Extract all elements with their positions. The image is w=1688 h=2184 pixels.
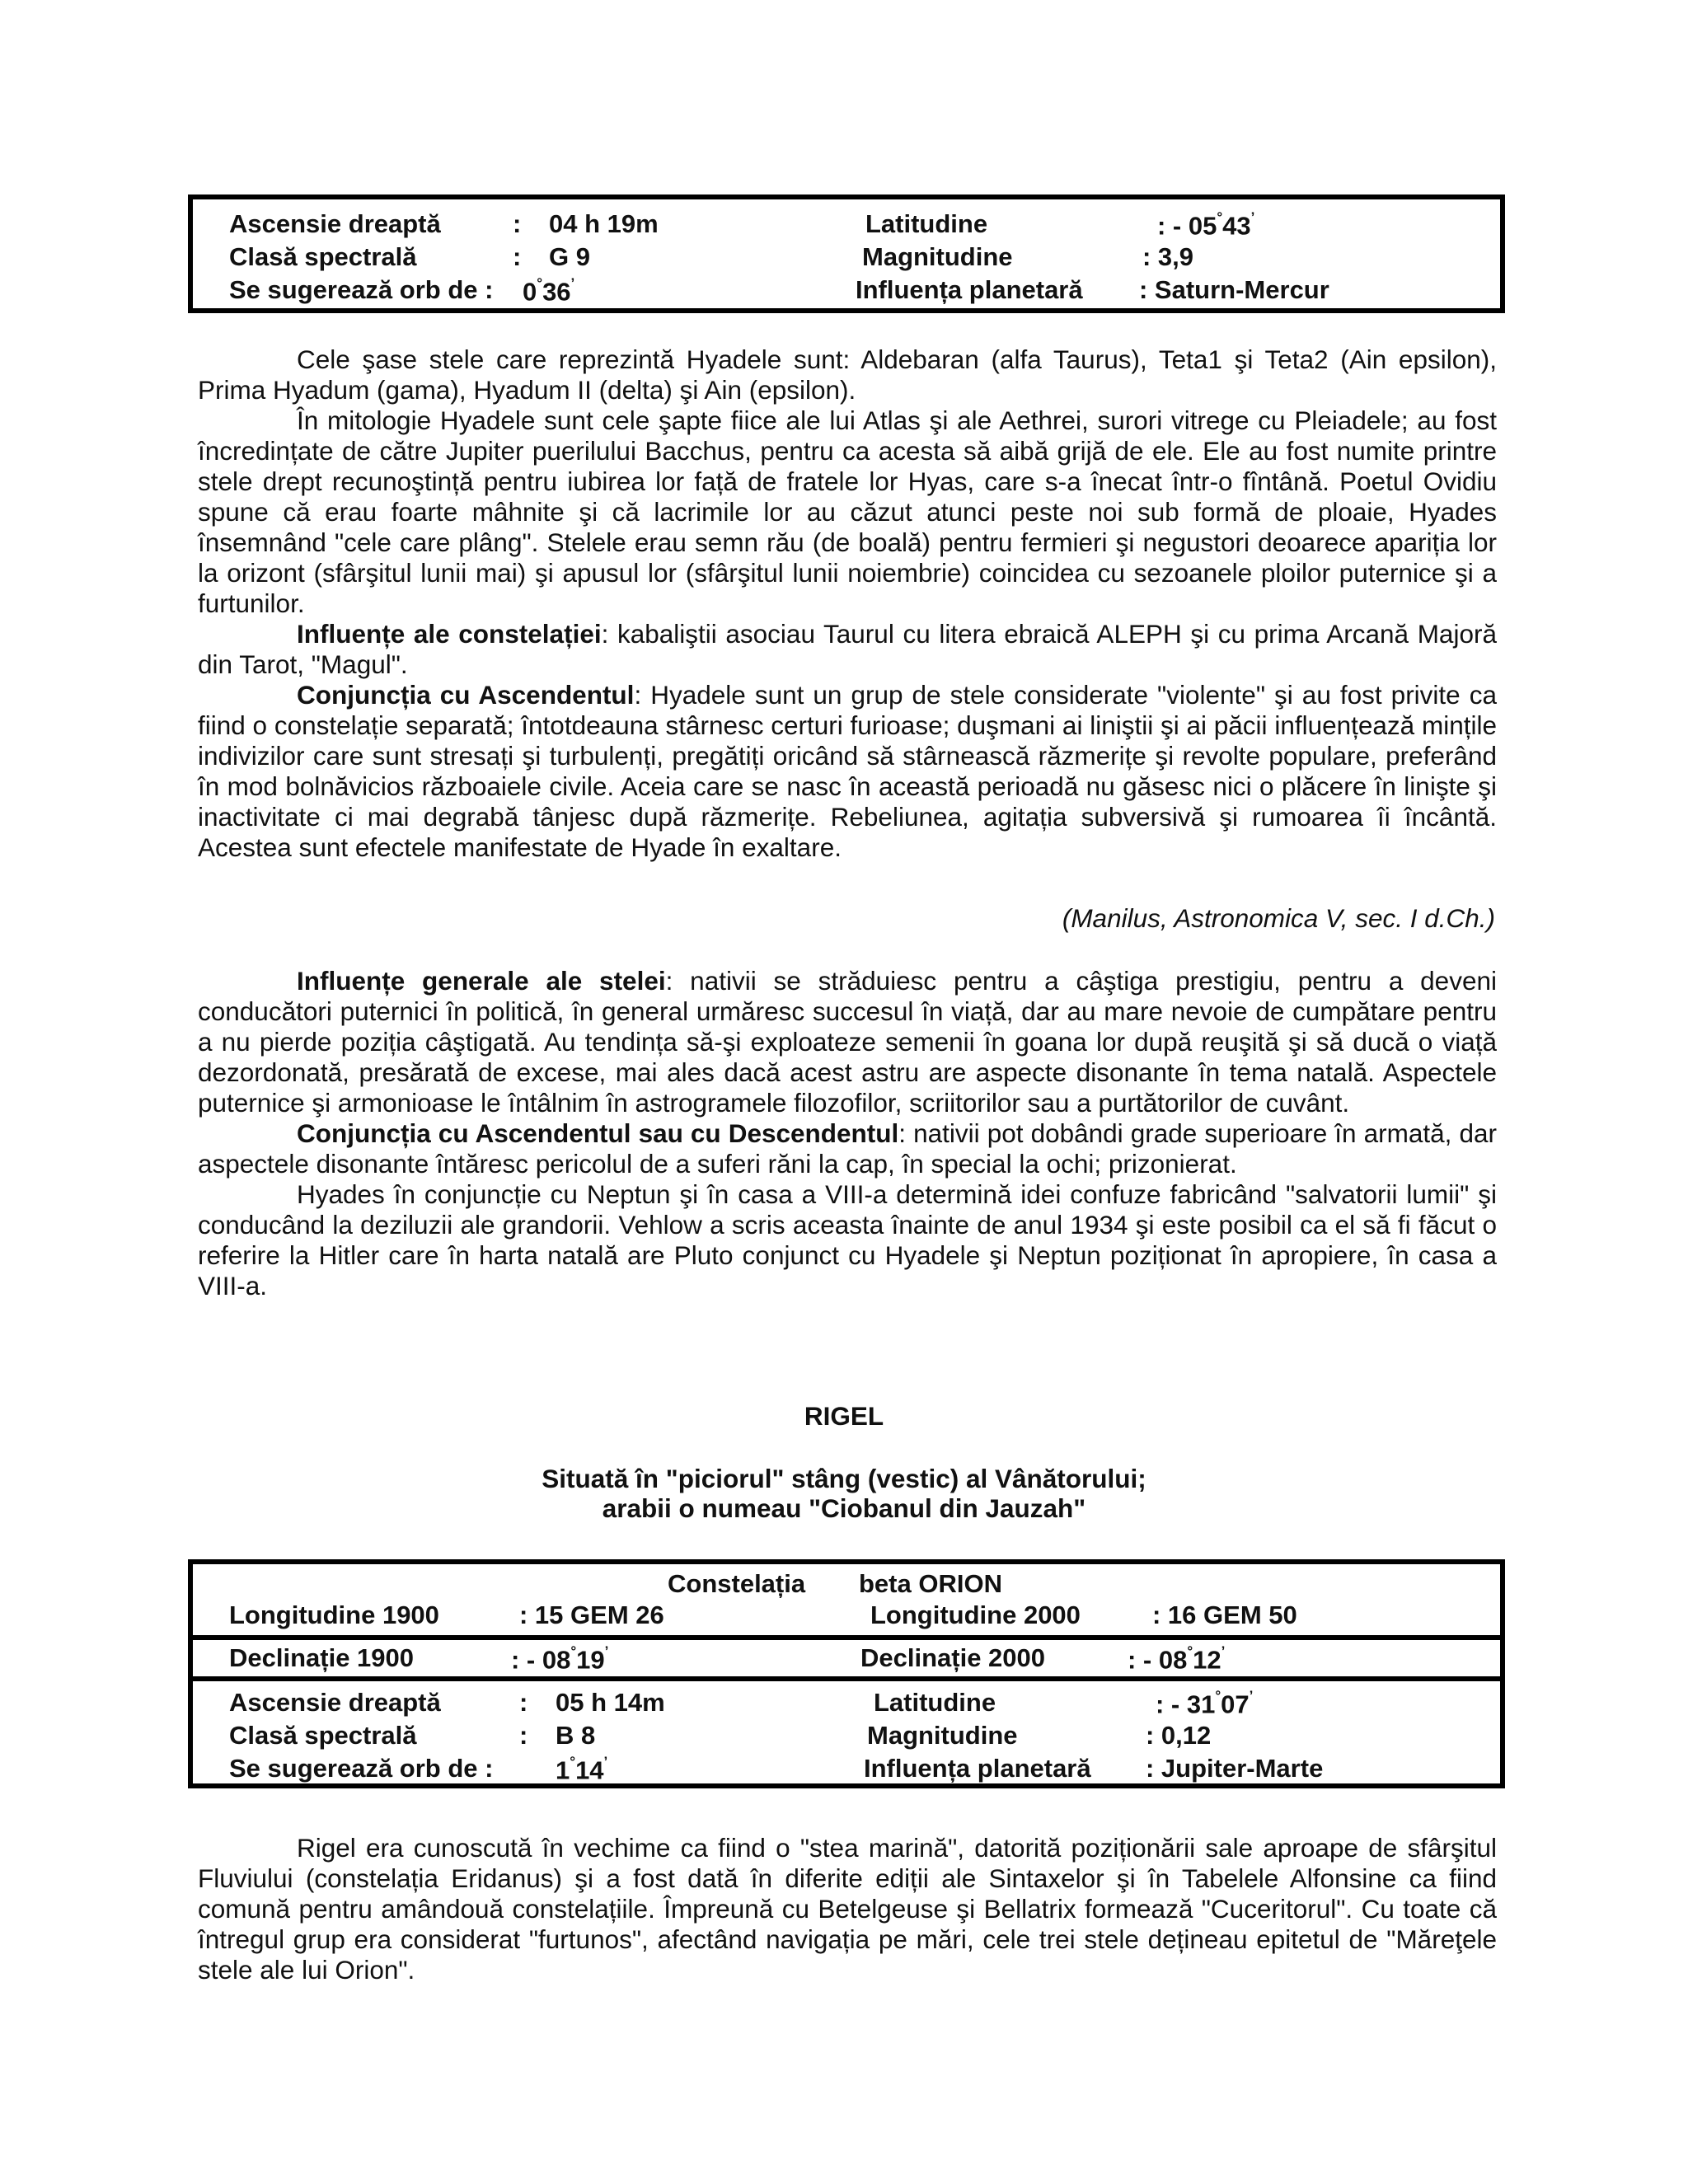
rigel-row-1 bbox=[193, 1685, 1500, 1718]
infl-label: Influența planetară bbox=[864, 1754, 1091, 1783]
paragraph-heading: Influențe ale constelației bbox=[297, 619, 602, 649]
hyades-row-2 bbox=[193, 239, 1500, 272]
rigel-row-3 bbox=[193, 1750, 1500, 1783]
mag-label: Magnitudine bbox=[862, 242, 1013, 271]
degree-sign: ° bbox=[1217, 209, 1223, 225]
spec-colon: : bbox=[513, 242, 522, 271]
declination-2000-deg: : - 08 bbox=[1128, 1645, 1188, 1675]
lat-value-min: 43 bbox=[1222, 211, 1251, 241]
paragraph-body: : kabaliştii asociau Taurul cu litera ebraică ALEPH şi cu prima Arcană Majoră din Tarot, "Magul". bbox=[198, 619, 1497, 679]
longitude-2000-value: : 16 GEM 50 bbox=[1152, 1601, 1297, 1629]
ascendant-conjunction-paragraph bbox=[198, 680, 1497, 863]
declination-1900-deg: : - 08 bbox=[511, 1645, 571, 1675]
paragraph-heading: Conjuncția cu Ascendentul sau cu Descendentul bbox=[297, 1118, 899, 1148]
paragraph-heading: Conjuncția cu Ascendentul bbox=[297, 680, 635, 710]
mag-label: Magnitudine bbox=[867, 1721, 1018, 1750]
lat-deg: : - 31 bbox=[1156, 1690, 1216, 1719]
orb-label: Se sugerează orb de : bbox=[229, 1754, 494, 1783]
longitude-1900-value: : 15 GEM 26 bbox=[519, 1601, 664, 1629]
mag-value: : 0,12 bbox=[1146, 1721, 1212, 1750]
orb-deg: 0 bbox=[523, 277, 537, 307]
paragraph-heading: Influențe generale ale stelei bbox=[297, 966, 666, 996]
degree-sign: ° bbox=[570, 1754, 576, 1769]
lat-label: Latitudine bbox=[865, 209, 988, 238]
ra-value: 04 h 19m bbox=[549, 209, 659, 238]
prime-sign: ’ bbox=[604, 1643, 609, 1659]
hyades-row-3 bbox=[193, 272, 1500, 305]
hyades-data-box bbox=[188, 194, 1505, 313]
lat-min: 07 bbox=[1221, 1690, 1250, 1719]
degree-sign: ° bbox=[1215, 1688, 1221, 1704]
rigel-subtitle-1: Situată în "piciorul" stâng (vestic) al Vânătorului; bbox=[542, 1464, 1146, 1493]
neptune-paragraph: Hyades în conjuncție cu Neptun şi în casa a VIII-a determină idei confuze fabricând "salvatorii lumii" şi conducând la deziluzii ale grandorii. Vehlow a scris aceasta înainte de anul 1934 şi este posibil ca el să fi făcut o referire la Hitler care în harta natală are Pluto conjunct cu Hyadele şi Neptun poziționat în apropiere, în casa a VIII-a. bbox=[198, 1179, 1497, 1301]
orb-min: 36 bbox=[542, 277, 571, 307]
hyades-prose bbox=[198, 344, 1497, 863]
spec-value: G 9 bbox=[549, 242, 590, 271]
rigel-declination-section bbox=[193, 1635, 1500, 1676]
hyades-paragraph: Cele şase stele care reprezintă Hyadele sunt: Aldebaran (alfa Taurus), Teta1 şi Teta2 (Ain epsilon), Prima Hyadum (gama), Hyadum II (delta) şi Ain (epsilon). bbox=[198, 344, 1497, 405]
prime-sign: ’ bbox=[1221, 1643, 1226, 1659]
rigel-title: RIGEL bbox=[804, 1401, 884, 1431]
ra-label: Ascensie dreaptă bbox=[229, 1688, 441, 1717]
infl-label: Influența planetară bbox=[856, 275, 1083, 304]
longitude-2000-label: Longitudine 2000 bbox=[870, 1601, 1081, 1629]
asc-desc-conjunction-paragraph bbox=[198, 1118, 1497, 1179]
infl-value: : Saturn-Mercur bbox=[1139, 275, 1329, 304]
rigel-position-section bbox=[193, 1676, 1500, 1783]
orb-min: 14 bbox=[575, 1755, 604, 1785]
general-influence-paragraph bbox=[198, 966, 1497, 1118]
degree-sign: ° bbox=[1187, 1643, 1193, 1659]
prime-sign: ’ bbox=[570, 275, 575, 291]
spec-label: Clasă spectrală bbox=[229, 242, 417, 271]
constellation-label: Constelația bbox=[668, 1569, 806, 1598]
rigel-subtitle-2: arabii o numeau "Ciobanul din Jauzah" bbox=[602, 1493, 1086, 1523]
lat-label: Latitudine bbox=[874, 1688, 996, 1717]
paragraph-body: : Hyadele sunt un grup de stele considerate "violente" şi au fost privite ca fiind o constelație separată; întotdeauna stârnesc certuri furioase; duşmani ai liniştii şi ai păcii influențează mințile indivizilor care sunt stresați şi turbulenți, pregătiți oricând să stârnească răzmerițe şi revolte populare, preferând în mod bolnăvicios războaiele civile. Aceia care se nasc în această perioadă nu găsesc nici o plăcere în linişte şi inactivitate ci mai degrabă tânjesc după răzmerițe. Rebeliunea, agitația subversivă şi rumoarea îi încântă. Acestea sunt efectele manifestate de Hyade în exaltare. bbox=[198, 680, 1498, 862]
spec-label: Clasă spectrală bbox=[229, 1721, 417, 1750]
rigel-data-box bbox=[188, 1559, 1505, 1788]
ra-colon: : bbox=[519, 1688, 528, 1717]
declination-2000-min: 12 bbox=[1193, 1645, 1221, 1675]
degree-sign: ° bbox=[537, 275, 543, 291]
ra-colon: : bbox=[513, 209, 522, 238]
rigel-prose bbox=[198, 1833, 1497, 1985]
prime-sign: ’ bbox=[1249, 1688, 1254, 1704]
lat-value bbox=[1156, 1688, 1253, 1719]
rigel-row-2 bbox=[193, 1718, 1500, 1750]
rigel-longitude-section bbox=[193, 1564, 1500, 1635]
declination-1900-value bbox=[511, 1643, 608, 1675]
orb-deg: 1 bbox=[556, 1755, 570, 1785]
longitude-1900-label: Longitudine 1900 bbox=[229, 1601, 439, 1629]
lat-value-deg-part: : - 05 bbox=[1157, 211, 1217, 241]
declination-2000-value bbox=[1128, 1643, 1225, 1675]
prime-sign: ’ bbox=[1250, 209, 1255, 225]
constellation-influence-paragraph bbox=[198, 619, 1497, 680]
paragraph-body: : nativii se străduiesc pentru a câştiga prestigiu, pentru a deveni conducători puternici în politică, în general urmăresc succesul în viață, dar au mare nevoie de cumpătare pentru a nu pierde poziția câştigată. Au tendința să-şi exploateze semenii în goana lor după reuşită şi să ducă o viață dezordonată, presărată de excese, mai ales dacă acest astru are aspecte disonante în tema natală. Aspectele puternice şi armonioase le întâlnim în astrogramele filozofilor, scriitorilor sau a purtătorilor de cuvânt. bbox=[198, 966, 1497, 1118]
degree-sign: ° bbox=[570, 1643, 577, 1659]
constellation-value: beta ORION bbox=[859, 1569, 1002, 1598]
infl-value: : Jupiter-Marte bbox=[1146, 1754, 1324, 1783]
ra-value: 05 h 14m bbox=[556, 1688, 665, 1717]
lat-value bbox=[1157, 209, 1254, 241]
rigel-paragraph: Rigel era cunoscută în vechime ca fiind o "stea marină", datorită poziționării sale aproape de sfârşitul Fluviului (constelația Eridanus) şi a fost dată în diferite ediții ale Sintaxelor şi în Tabelele Alfonsine ca fiind comună pentru amândouă constelațiile. Împreună cu Betelgeuse şi Bellatrix formează "Cuceritorul". Cu toate că întregul grup era considerat "furtunos", afectând navigația pe mări, cele trei stele dețineau epitetul de "Măreţele stele ale lui Orion". bbox=[198, 1833, 1497, 1985]
orb-value bbox=[556, 1754, 607, 1785]
declination-1900-min: 19 bbox=[576, 1645, 605, 1675]
ra-label: Ascensie dreaptă bbox=[229, 209, 441, 238]
declination-1900-label: Declinație 1900 bbox=[229, 1643, 415, 1672]
hyades-row-1 bbox=[193, 206, 1500, 239]
prime-sign: ’ bbox=[603, 1754, 608, 1769]
mag-value: : 3,9 bbox=[1142, 242, 1194, 271]
citation: (Manilus, Astronomica V, sec. I d.Ch.) bbox=[1062, 903, 1495, 933]
hyades-mythology-paragraph: În mitologie Hyadele sunt cele şapte fiice ale lui Atlas şi ale Aethrei, surori vitrege cu Pleiadele; au fost încredințate de către Jupiter puerilului Bacchus, pentru ca acesta să aibă grijă de ele. Ele au fost numite printre stele drept recunoştință pentru iubirea lor față de fratele lor Hyas, care s-a înecat într-o fîntână. Poetul Ovidiu spune că erau foarte mâhnite şi că lacrimile lor au căzut atunci peste noi sub formă de ploaie, Hyades însemnând "cele care plâng". Stelele erau semn rău (de boală) pentru fermieri şi negustori deoarece apariția lor la orizont (sfârşitul lunii mai) şi apusul lor (sfârşitul lunii noiembrie) coincidea cu sezoanele ploilor puternice şi a furtunilor. bbox=[198, 405, 1497, 618]
hyades-prose-2 bbox=[198, 966, 1497, 1301]
spec-value: B 8 bbox=[556, 1721, 596, 1750]
orb-label: Se sugerează orb de : bbox=[229, 275, 494, 304]
declination-2000-label: Declinație 2000 bbox=[860, 1643, 1046, 1672]
paragraph-body: : nativii pot dobândi grade superioare în armată, dar aspectele disonante întăresc pericolul de a suferi răni la cap, în special la ochi; prizonierat. bbox=[198, 1118, 1497, 1179]
spec-colon: : bbox=[519, 1721, 528, 1750]
orb-value bbox=[523, 275, 574, 307]
